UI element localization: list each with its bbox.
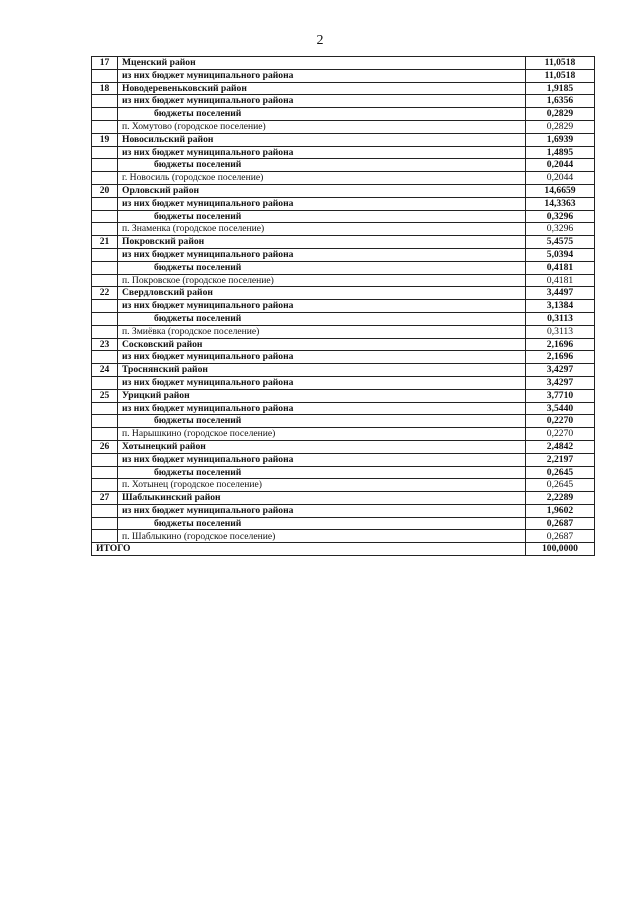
table-row <box>92 402 595 415</box>
row-value-cell: 0,3296 <box>526 223 595 236</box>
row-name-cell: п. Хотынец (городское поселение) <box>118 479 526 492</box>
table-row <box>92 184 595 197</box>
table-row <box>92 146 595 159</box>
row-value-cell: 11,0518 <box>526 69 595 82</box>
row-value-cell: 14,6659 <box>526 184 595 197</box>
row-name-cell: бюджеты поселений <box>118 415 526 428</box>
row-name-cell: п. Нарышкино (городское поселение) <box>118 428 526 441</box>
table-row <box>92 210 595 223</box>
table-row <box>92 428 595 441</box>
table-row <box>92 504 595 517</box>
row-number-cell <box>92 261 118 274</box>
row-value-cell: 3,4497 <box>526 287 595 300</box>
row-value-cell: 0,2270 <box>526 428 595 441</box>
row-number-cell <box>92 210 118 223</box>
row-number-cell <box>92 300 118 313</box>
row-name-cell: Троснянский район <box>118 364 526 377</box>
row-value-cell: 0,3296 <box>526 210 595 223</box>
table-row <box>92 82 595 95</box>
table-row <box>92 300 595 313</box>
row-name-cell: бюджеты поселений <box>118 517 526 530</box>
row-number-cell: 20 <box>92 184 118 197</box>
row-value-cell: 3,7710 <box>526 389 595 402</box>
table-row <box>92 236 595 249</box>
row-value-cell: 2,2289 <box>526 492 595 505</box>
row-number-cell <box>92 108 118 121</box>
table-body <box>92 57 595 543</box>
table-row <box>92 492 595 505</box>
table-row <box>92 287 595 300</box>
table-row <box>92 261 595 274</box>
row-name-cell: п. Змиёвка (городское поселение) <box>118 325 526 338</box>
row-number-cell <box>92 428 118 441</box>
row-number-cell <box>92 312 118 325</box>
row-number-cell <box>92 530 118 543</box>
row-name-cell: из них бюджет муниципального района <box>118 69 526 82</box>
row-value-cell: 0,2687 <box>526 517 595 530</box>
row-value-cell: 5,4575 <box>526 236 595 249</box>
row-value-cell: 1,9185 <box>526 82 595 95</box>
row-value-cell: 0,2829 <box>526 120 595 133</box>
row-number-cell <box>92 376 118 389</box>
table-row <box>92 376 595 389</box>
row-name-cell: Свердловский район <box>118 287 526 300</box>
table-row <box>92 351 595 364</box>
row-value-cell: 3,4297 <box>526 364 595 377</box>
row-name-cell: п. Хомутово (городское поселение) <box>118 120 526 133</box>
row-number-cell <box>92 146 118 159</box>
table-row <box>92 108 595 121</box>
row-name-cell: Новодеревеньковский район <box>118 82 526 95</box>
table-row <box>92 312 595 325</box>
table-row <box>92 69 595 82</box>
row-number-cell: 27 <box>92 492 118 505</box>
row-name-cell: из них бюджет муниципального района <box>118 146 526 159</box>
total-label: ИТОГО <box>92 543 526 556</box>
table-row <box>92 389 595 402</box>
row-number-cell <box>92 223 118 236</box>
row-value-cell: 3,5440 <box>526 402 595 415</box>
row-value-cell: 0,2687 <box>526 530 595 543</box>
total-row <box>92 543 595 556</box>
row-value-cell: 2,1696 <box>526 338 595 351</box>
table-row <box>92 197 595 210</box>
table-row <box>92 274 595 287</box>
row-value-cell: 0,3113 <box>526 325 595 338</box>
row-value-cell: 0,4181 <box>526 261 595 274</box>
table-row <box>92 466 595 479</box>
row-name-cell: бюджеты поселений <box>118 466 526 479</box>
table-row <box>92 159 595 172</box>
table-row <box>92 325 595 338</box>
row-name-cell: Орловский район <box>118 184 526 197</box>
row-name-cell: Сосковский район <box>118 338 526 351</box>
row-value-cell: 0,4181 <box>526 274 595 287</box>
row-number-cell <box>92 351 118 364</box>
row-number-cell: 18 <box>92 82 118 95</box>
row-number-cell: 22 <box>92 287 118 300</box>
row-number-cell <box>92 466 118 479</box>
row-name-cell: Покровский район <box>118 236 526 249</box>
table-row <box>92 530 595 543</box>
row-number-cell <box>92 69 118 82</box>
row-number-cell: 21 <box>92 236 118 249</box>
row-value-cell: 1,4895 <box>526 146 595 159</box>
row-value-cell: 0,2044 <box>526 159 595 172</box>
row-name-cell: из них бюджет муниципального района <box>118 248 526 261</box>
table-row <box>92 517 595 530</box>
row-number-cell <box>92 479 118 492</box>
row-value-cell: 0,2270 <box>526 415 595 428</box>
row-name-cell: из них бюджет муниципального района <box>118 453 526 466</box>
row-value-cell: 14,3363 <box>526 197 595 210</box>
row-name-cell: г. Новосиль (городское поселение) <box>118 172 526 185</box>
row-value-cell: 1,9602 <box>526 504 595 517</box>
table-row <box>92 453 595 466</box>
row-name-cell: из них бюджет муниципального района <box>118 376 526 389</box>
table-row <box>92 223 595 236</box>
row-name-cell: п. Покровское (городское поселение) <box>118 274 526 287</box>
total-value: 100,0000 <box>526 543 595 556</box>
row-number-cell: 23 <box>92 338 118 351</box>
row-number-cell <box>92 248 118 261</box>
row-name-cell: из них бюджет муниципального района <box>118 351 526 364</box>
row-value-cell: 0,2645 <box>526 479 595 492</box>
row-name-cell: Хотынецкий район <box>118 440 526 453</box>
row-number-cell: 26 <box>92 440 118 453</box>
budget-distribution-table <box>91 56 595 556</box>
row-name-cell: из них бюджет муниципального района <box>118 402 526 415</box>
row-number-cell <box>92 197 118 210</box>
row-name-cell: бюджеты поселений <box>118 159 526 172</box>
row-name-cell: бюджеты поселений <box>118 261 526 274</box>
row-value-cell: 1,6939 <box>526 133 595 146</box>
row-name-cell: п. Шаблыкино (городское поселение) <box>118 530 526 543</box>
row-value-cell: 11,0518 <box>526 57 595 70</box>
row-name-cell: из них бюджет муниципального района <box>118 95 526 108</box>
row-value-cell: 2,4842 <box>526 440 595 453</box>
table-row <box>92 95 595 108</box>
page-number: 2 <box>316 33 324 48</box>
table-row <box>92 364 595 377</box>
row-name-cell: Новосильский район <box>118 133 526 146</box>
row-number-cell <box>92 120 118 133</box>
row-value-cell: 2,2197 <box>526 453 595 466</box>
table-row <box>92 57 595 70</box>
row-number-cell <box>92 453 118 466</box>
row-number-cell <box>92 402 118 415</box>
row-name-cell: из них бюджет муниципального района <box>118 197 526 210</box>
row-name-cell: Мценский район <box>118 57 526 70</box>
row-number-cell <box>92 95 118 108</box>
row-value-cell: 2,1696 <box>526 351 595 364</box>
row-value-cell: 0,2829 <box>526 108 595 121</box>
row-name-cell: бюджеты поселений <box>118 108 526 121</box>
row-number-cell <box>92 159 118 172</box>
row-name-cell: из них бюджет муниципального района <box>118 300 526 313</box>
table-row <box>92 133 595 146</box>
table-row <box>92 172 595 185</box>
row-value-cell: 3,4297 <box>526 376 595 389</box>
table-row <box>92 479 595 492</box>
row-number-cell <box>92 325 118 338</box>
row-number-cell <box>92 172 118 185</box>
row-name-cell: бюджеты поселений <box>118 312 526 325</box>
row-value-cell: 0,3113 <box>526 312 595 325</box>
row-number-cell: 25 <box>92 389 118 402</box>
row-number-cell: 17 <box>92 57 118 70</box>
row-name-cell: из них бюджет муниципального района <box>118 504 526 517</box>
row-number-cell <box>92 504 118 517</box>
table-row <box>92 248 595 261</box>
row-name-cell: Урицкий район <box>118 389 526 402</box>
row-number-cell: 19 <box>92 133 118 146</box>
table-row <box>92 415 595 428</box>
table-row <box>92 338 595 351</box>
table-row <box>92 120 595 133</box>
row-name-cell: бюджеты поселений <box>118 210 526 223</box>
row-number-cell <box>92 517 118 530</box>
row-value-cell: 1,6356 <box>526 95 595 108</box>
row-number-cell <box>92 274 118 287</box>
row-name-cell: п. Знаменка (городское поселение) <box>118 223 526 236</box>
row-value-cell: 3,1384 <box>526 300 595 313</box>
row-value-cell: 0,2645 <box>526 466 595 479</box>
row-value-cell: 0,2044 <box>526 172 595 185</box>
table-row <box>92 440 595 453</box>
row-value-cell: 5,0394 <box>526 248 595 261</box>
row-number-cell: 24 <box>92 364 118 377</box>
row-number-cell <box>92 415 118 428</box>
row-name-cell: Шаблыкинский район <box>118 492 526 505</box>
